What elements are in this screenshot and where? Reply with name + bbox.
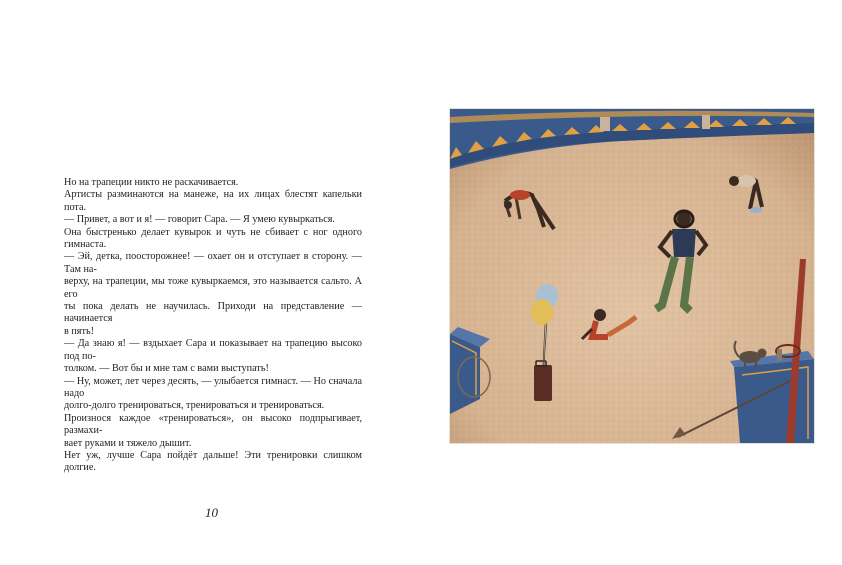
text-line: ты пока делать не научилась. Приходи на представление — начинается [64, 301, 362, 325]
text-line: вает руками и тяжело дышит. [64, 437, 192, 449]
text-line: Нет уж, лучше Сара пойдёт дальше! Эти тренировки слишком долгие. [64, 449, 362, 474]
text-line: Произнося каждое «тренироваться», он высоко подпрыгивает, размахи- [64, 412, 362, 437]
text-line: — Ну, может, лет через десять, — улыбается гимнаст. — Но сначала надо [64, 375, 362, 399]
suitcase [534, 361, 552, 401]
text-line: — Привет, а вот и я! — говорит Сара. — Я умею кувыркаться. [64, 214, 335, 226]
blue-pedestal-right [730, 351, 814, 443]
circus-illustration [450, 109, 814, 443]
text-line: — Да знаю я! — вздыхает Сара и показывает на трапецию высоко под по- [64, 338, 362, 362]
circus-arena-picture [450, 109, 814, 443]
text-line: верху, на трапеции, мы тоже кувыркаемся, это называется сальто. А его [64, 276, 362, 300]
page-number: 10 [205, 505, 218, 520]
text-line: Артисты разминаются на манеже, на их лицах блестят капельки пота. [64, 189, 362, 213]
text-line: долго-долго тренироваться, тренироваться и тренироваться. [64, 400, 325, 412]
text-line: в пять! [64, 325, 94, 337]
text-line: — Эй, детка, поосторожнее! — охает он и отступает в сторону. — Там на- [64, 251, 362, 275]
text-line: толком. — Вот бы и мне там с вами выступать! [64, 363, 269, 375]
text-line: Она быстренько делает кувырок и чуть не сбивает с ног одного гимнаста. [64, 226, 362, 251]
text-line: Но на трапеции никто не раскачивается. [64, 177, 239, 188]
story-text [64, 177, 362, 475]
